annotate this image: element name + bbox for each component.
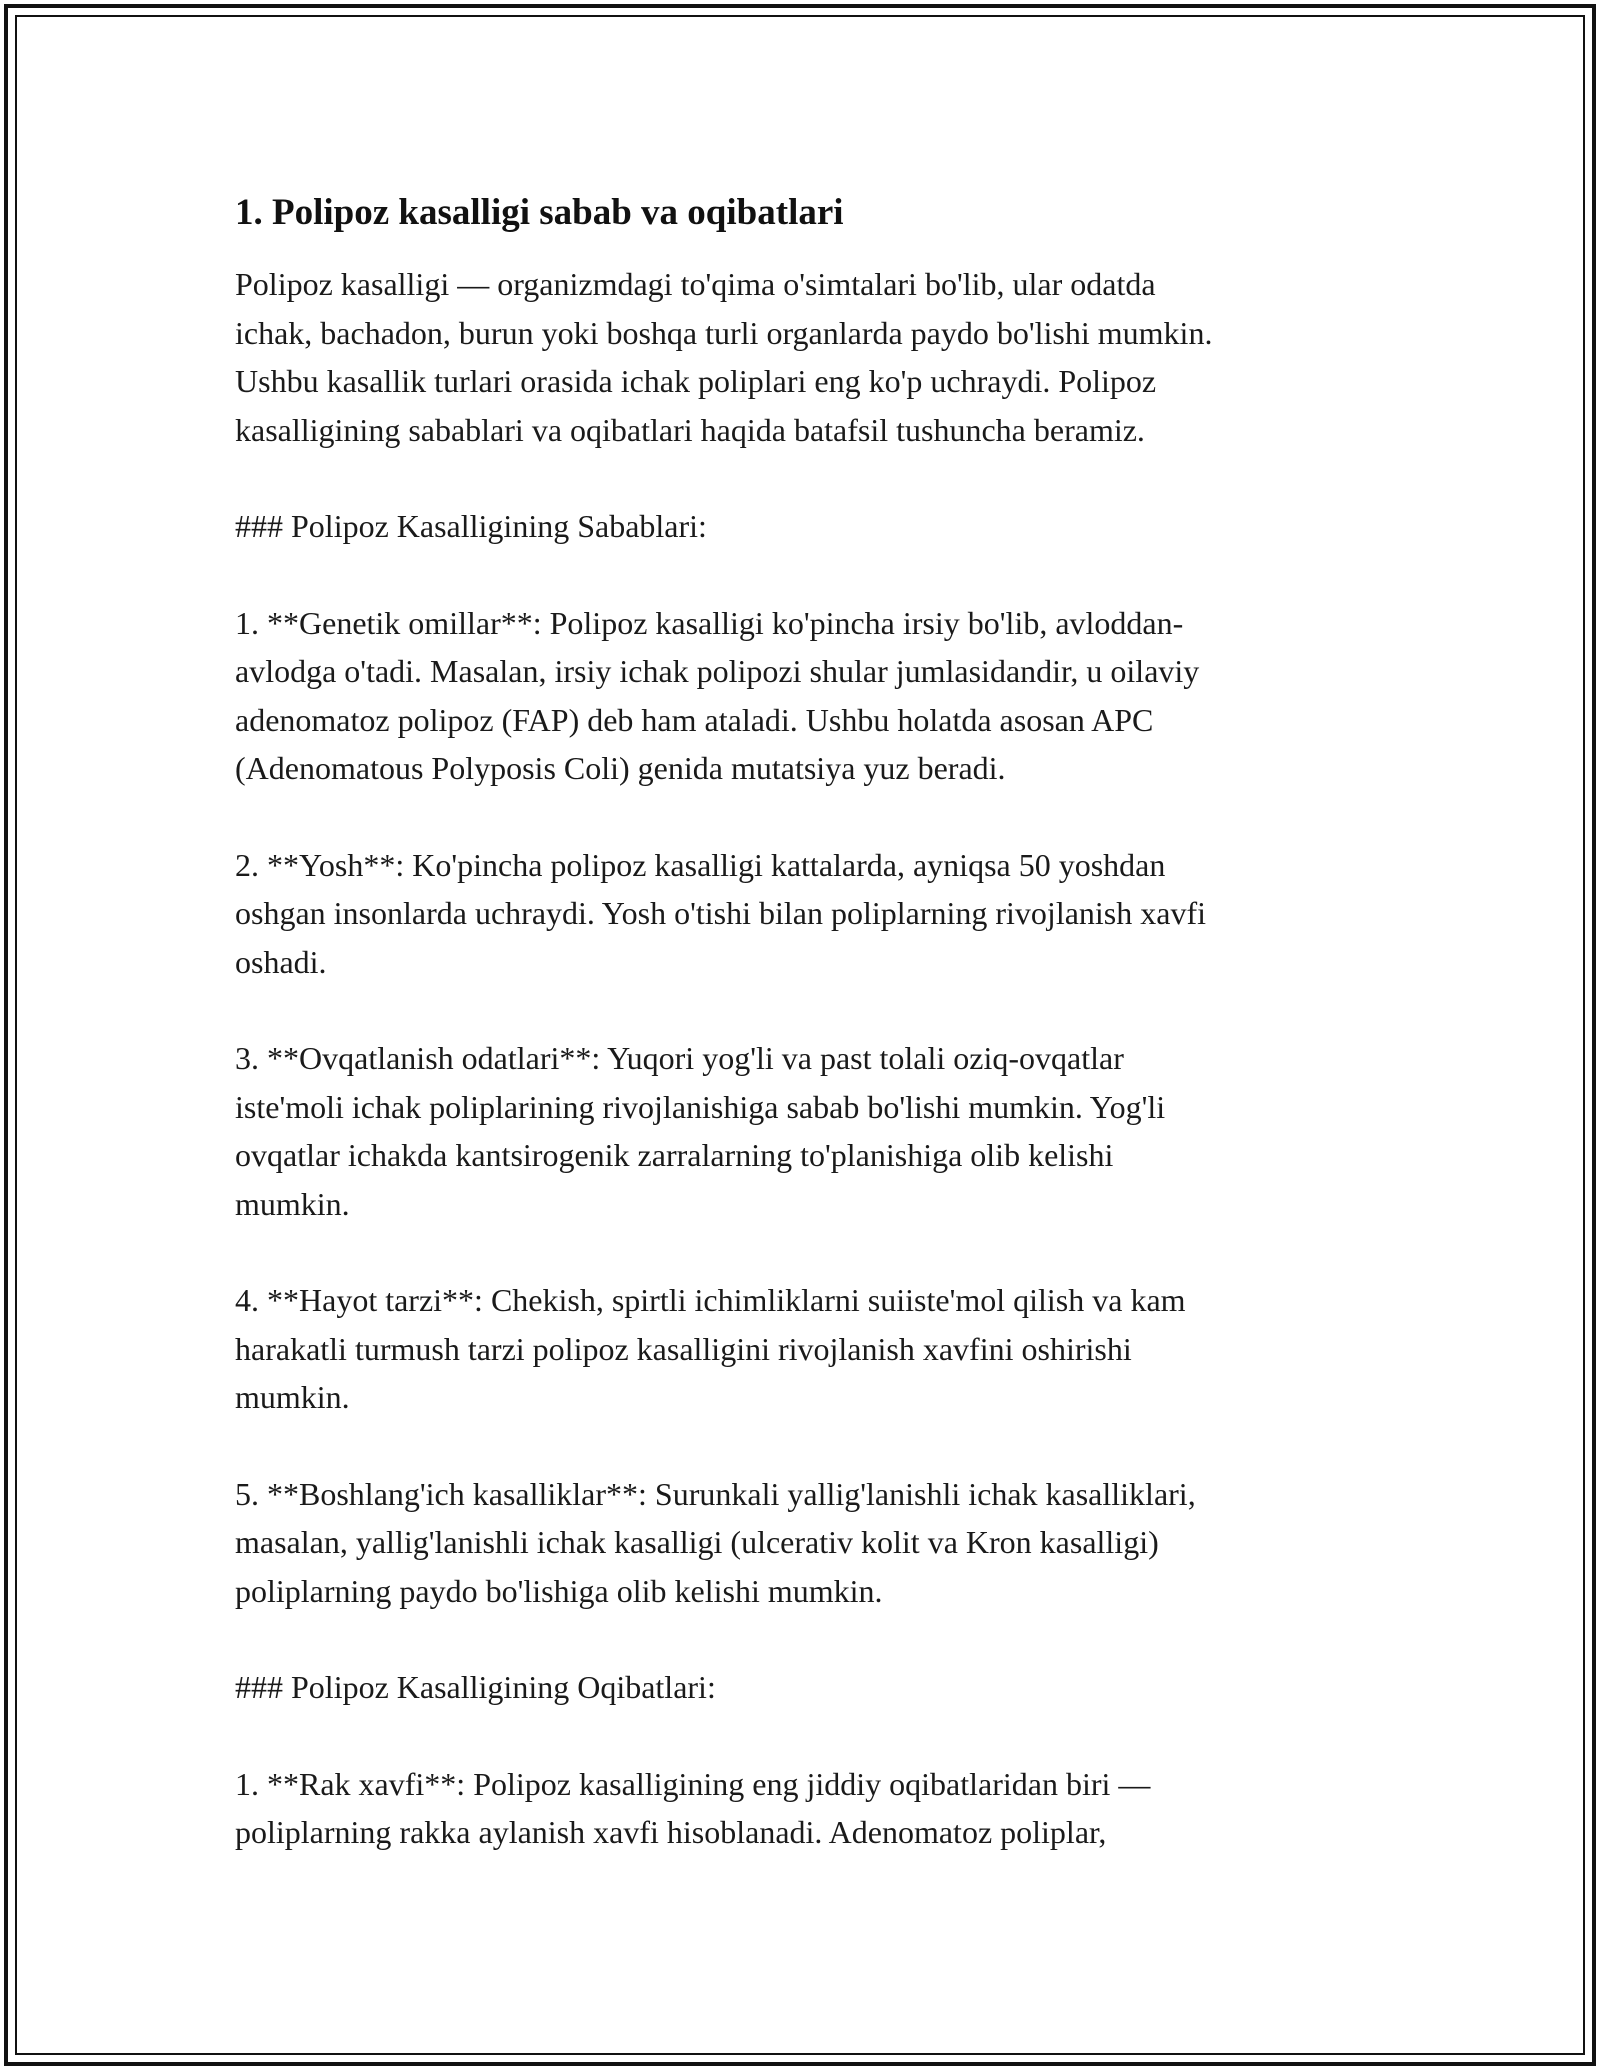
cause-item-lifestyle: 4. **Hayot tarzi**: Chekish, spirtli ichimliklarni suiiste'mol qilish va kam harakatli turmush tarzi polipoz kasalligini rivojlanish xavfini oshirishi mumkin. <box>235 1282 1186 1415</box>
cause-item-diet: 3. **Ovqatlanish odatlari**: Yuqori yog'li va past tolali oziq-ovqatlar iste'moli ichak poliplarining rivojlanishiga sabab bo'lishi mumkin. Yog'li ovqatlar ichakda kantsirogenik zarralarning to'planishiga olib kelishi mumkin. <box>235 1040 1166 1222</box>
cause-item-age: 2. **Yosh**: Ko'pincha polipoz kasalligi kattalarda, ayniqsa 50 yoshdan oshgan insonlarda uchraydi. Yosh o'tishi bilan poliplarning rivojlanish xavfi oshadi. <box>235 846 1206 980</box>
cause-item-genetic: 1. **Genetik omillar**: Polipoz kasalligi ko'pincha irsiy bo'lib, avloddan- avlodga o'tadi. Masalan, irsiy ichak polipozi shular jumlasidandir, u oilaviy adenomatoz polipoz (FAP) deb ham ataladi. Ushbu holatda asosan APC (Adenomatous Polyposis Coli) genida mutatsiya yuz beradi. <box>235 604 1200 786</box>
document-title: 1. Polipoz kasalligi sabab va oqibatlari <box>235 192 844 233</box>
document-body <box>235 188 1375 1857</box>
consequences-heading: ### Polipoz Kasalligining Oqibatlari: <box>235 1669 716 1705</box>
consequence-item-cancer-risk: 1. **Rak xavfi**: Polipoz kasalligining eng jiddiy oqibatlaridan biri — poliplarning rakka aylanish xavfi hisoblanadi. Adenomatoz poliplar, <box>235 1765 1151 1850</box>
cause-item-prior-diseases: 5. **Boshlang'ich kasalliklar**: Surunkali yallig'lanishli ichak kasalliklari, masalan, yallig'lanishli ichak kasalligi (ulcerativ kolit va Kron kasalligi) poliplarning paydo bo'lishiga olib kelishi mumkin. <box>235 1475 1196 1609</box>
causes-heading: ### Polipoz Kasalligining Sabablari: <box>235 508 707 544</box>
intro-paragraph: Polipoz kasalligi — organizmdagi to'qima o'simtalari bo'lib, ular odatda ichak, bachadon, burun yoki boshqa turli organlarda paydo bo'lishi mumkin. Ushbu kasallik turlari orasida ichak poliplari eng ko'p uchraydi. Polipoz kasalligining sabablari va oqibatlari haqida batafsil tushuncha beramiz. <box>235 266 1213 448</box>
